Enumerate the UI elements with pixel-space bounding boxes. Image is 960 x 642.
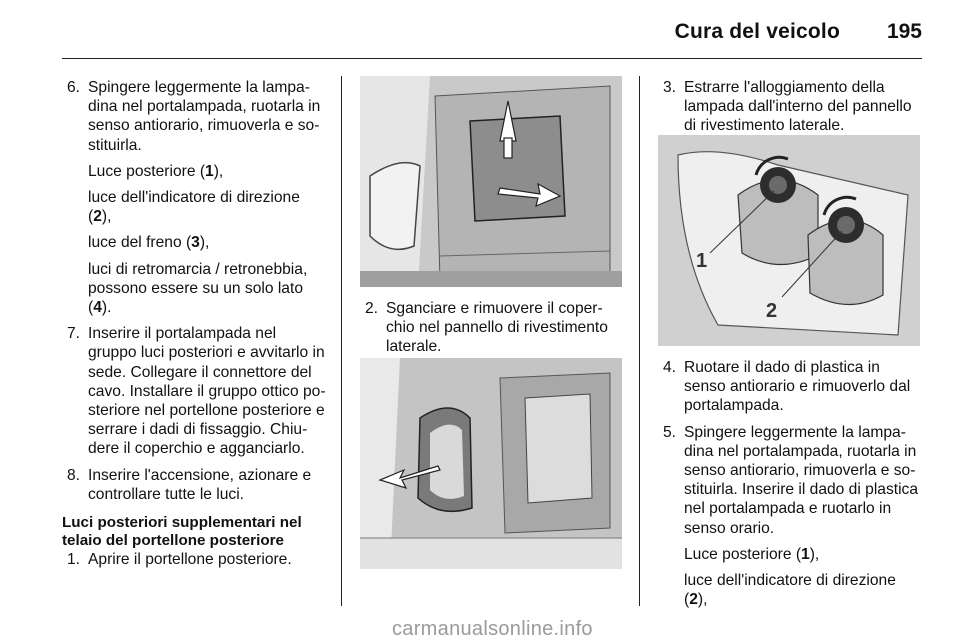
figure-cover-removal: [360, 76, 622, 287]
page-header: [62, 14, 922, 48]
step-2-text: Sganciare e rimuovere il coperchio nel pannello di rivestimento laterale.: [386, 300, 608, 356]
column-divider-1: [341, 76, 342, 606]
column-3-lower: [658, 358, 922, 616]
step-6-line-1: Luce posteriore (1),: [88, 162, 224, 180]
bulb-holders-illustration: [658, 135, 920, 346]
figure-label-1: 1: [696, 250, 708, 272]
step-7: 7. Inserire il portalampada nel gruppo luci posteriori e avvitarlo in sede. Collegare il connettore del cavo. Installare il gruppo ottico posteriore nel portellone posteriore e serrare i dadi di fissaggio. Chiudere il coperchio e agganciarlo.: [67, 325, 326, 458]
step-1: 1. Aprire il portellone posteriore.: [62, 550, 326, 569]
page-number: 195: [886, 20, 922, 43]
step-4: 4. Ruotare il dado di plastica in senso antiorario e rimuoverlo dal portalampada.: [658, 358, 922, 416]
figure-lamp-housing-opening: [360, 358, 622, 569]
step-6-line-3: luce del freno (3),: [88, 234, 210, 252]
step-7-text: Inserire il portalampada nel gruppo luci posteriori e avvitarlo in sede. Collegare il connettore del cavo. Installare il gruppo ottico posteriore nel portellone posteriore e serrare i dadi di fissaggio. Chiudere il coperchio e agganciarlo.: [88, 325, 326, 458]
step-6-line-4: luci di retromarcia / retronebbia, possono essere su un solo lato (4).: [88, 260, 308, 317]
column-3: [658, 78, 922, 143]
step-5-line-2: luce dell'indicatore di direzione (2),: [684, 572, 896, 609]
step-6-text: Spingere leggermente la lampadina nel portalampada, ruotarla in senso antiorario, rimuoverla e sostituirla.: [88, 79, 321, 154]
step-1-text: Aprire il portellone posteriore.: [88, 551, 292, 569]
step-6-line-2: luce dell'indicatore di direzione (2),: [88, 189, 300, 226]
step-5-text: Spingere leggermente la lampadina nel portalampada, ruotarla in senso antiorario, rimuoverla e sostituirla. Inserire il dado di plastica nel portalampada e ruotarlo in senso orario.: [684, 423, 919, 537]
column-2: [360, 299, 622, 364]
header-rule: [62, 58, 922, 59]
step-6: 6. Spingere leggermente la lampadina nel portalampada, ruotarla in senso antiorario, rimuoverla e sostituirla. Luce posteriore (1), luce dell'indicatore di direzione (2), luce del freno (3), luci di retromarcia / retronebbia, possono essere su un solo lato (4).: [62, 78, 326, 317]
figure-bulb-holders: [658, 135, 920, 346]
step-4-text: Ruotare il dado di plastica in senso antiorario e rimuoverlo dal portalampada.: [684, 359, 911, 415]
figure-label-2: 2: [766, 300, 778, 322]
watermark: carmanualsonline.info: [392, 618, 593, 640]
column-1: [62, 78, 326, 576]
step-5: 5. Spingere leggermente la lampadina nel portalampada, ruotarla in senso antiorario, rimuoverla e sostituirla. Inserire il dado di plastica nel portalampada e ruotarlo in senso orario. Luce posteriore (1), luce dell'indicatore di direzione (2),: [658, 423, 922, 610]
step-5-line-1: Luce posteriore (1),: [684, 545, 820, 563]
column-divider-2: [639, 76, 640, 606]
trunk-panel-illustration: [360, 76, 622, 287]
step-8-text: Inserire l'accensione, azionare e controllare tutte le luci.: [88, 466, 312, 503]
step-2: 2. Sganciare e rimuovere il coperchio nel pannello di rivestimento laterale.: [360, 299, 622, 357]
page-title: Cura del veicolo: [674, 20, 840, 43]
section-heading: Luci posteriori supplementari nel telaio del portellone posteriore: [62, 514, 302, 550]
step-8: 8. Inserire l'accensione, azionare e controllare tutte le luci.: [62, 466, 326, 504]
step-3: 3. Estrarre l'alloggiamento della lampada dall'interno del pannello di rivestimento laterale.: [658, 78, 922, 136]
step-3-text: Estrarre l'alloggiamento della lampada dall'interno del pannello di rivestimento laterale.: [684, 79, 912, 135]
side-panel-opening-illustration: [360, 358, 622, 569]
